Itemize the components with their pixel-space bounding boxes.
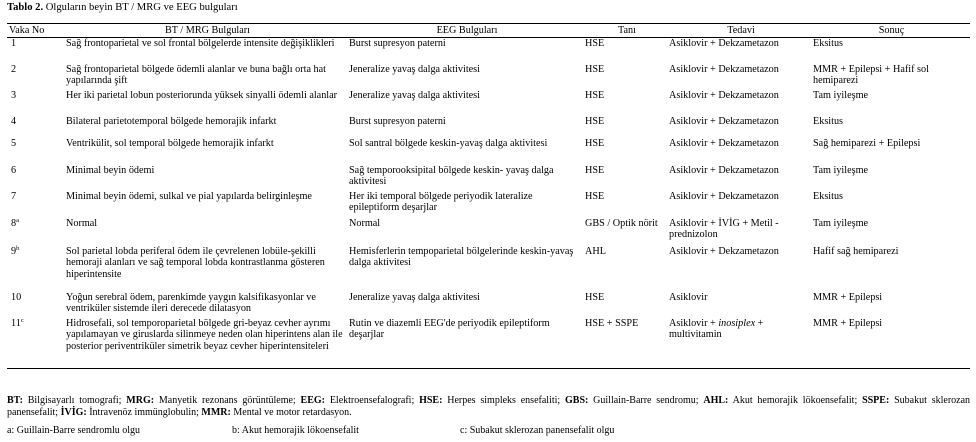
case-number: 10 (11, 291, 22, 303)
cell-eeg: Sağ temporooksipital bölgede keskin- yavaş dalga aktivitesi (349, 164, 554, 188)
treatment-text: Asiklovir + Dekzametazon (669, 245, 779, 257)
cell-eeg: Her iki temporal bölgede periyodik lateralize epileptiform deşarjlar (349, 190, 533, 214)
cell-diagnosis: HSE (585, 291, 605, 303)
cell-diagnosis: HSE (585, 164, 605, 176)
treatment-text: Asiklovir + Dekzametazon (669, 164, 779, 176)
case-number: 7 (11, 190, 17, 202)
header-case-no: Vaka No (9, 25, 45, 36)
header-ct-mri: BT / MRG Bulguları (165, 25, 250, 36)
case-number: 11 (11, 317, 21, 329)
cell-case-no (7, 218, 66, 246)
table-row (7, 38, 970, 64)
cell-eeg: Jeneralize yavaş dalga aktivitesi (349, 291, 480, 303)
treatment-text: Asiklovir + Dekzametazon (669, 63, 779, 75)
cell-treatment (669, 292, 813, 318)
header-outcome: Sonuç (878, 25, 905, 36)
table-title (7, 2, 238, 13)
cell-case-no (7, 38, 66, 64)
cell-treatment (669, 218, 813, 246)
table-header-row (7, 24, 970, 38)
cell-eeg: Burst supresyon paterni (349, 38, 446, 50)
cell-treatment (669, 90, 813, 116)
table-title-text: Olguların beyin BT / MRG ve EEG bulguları (43, 2, 238, 13)
cell-treatment (669, 191, 813, 218)
cell-ct-mri: Sol parietal lobda periferal ödem ile çevrelenen lobüle-şekilli hemoraji alanları ve sağ temporal lobda kontrastlanma gösteren hiperintensite (66, 245, 325, 280)
cell-treatment (669, 116, 813, 138)
cell-ct-mri: Sağ frontoparietal ve sol frontal bölgelerde intensite değişiklikleri (66, 38, 335, 50)
header-treatment: Tedavi (727, 25, 755, 36)
cell-case-no (7, 64, 66, 90)
abbreviation-value: Elektroensefalografi; (325, 395, 420, 406)
cell-case-no (7, 246, 66, 292)
cell-ct-mri: Yoğun serebral ödem, parenkimde yaygın kalsifikasyonlar ve ventriküler sistemde ileri derecede dilatasyon (66, 291, 316, 315)
header-eeg: EEG Bulguları (436, 25, 498, 36)
cell-outcome: Sağ hemiparezi + Epilepsi (813, 137, 921, 149)
table-row (7, 90, 970, 116)
table-body (7, 38, 970, 369)
abbreviation-key: GBS: (565, 395, 589, 406)
cell-outcome: Hafif sağ hemiparezi (813, 245, 899, 257)
cell-outcome: Eksitus (813, 190, 844, 202)
cell-ct-mri: Her iki parietal lobun posteriorunda yüksek sinyalli ödemli alanlar (66, 89, 338, 101)
cell-diagnosis: HSE + SSPE (585, 317, 639, 329)
cell-diagnosis: AHL (585, 245, 606, 257)
case-footnote-mark: a (16, 216, 19, 224)
cell-eeg: Normal (349, 217, 381, 229)
footnote-c: c: Subakut sklerozan panensefalit olgu (460, 425, 615, 436)
cell-treatment (669, 246, 813, 292)
treatment-text: Asiklovir + Dekzametazon (669, 115, 779, 127)
cell-case-no (7, 165, 66, 191)
cell-case-no (7, 90, 66, 116)
table-row (7, 64, 970, 90)
table-row (7, 246, 970, 292)
footnote-b: b: Akut hemorajik lökoensefalit (232, 425, 359, 436)
cell-treatment (669, 38, 813, 64)
cell-outcome: MMR + Epilepsi (813, 291, 883, 303)
case-footnote-mark: b (16, 244, 20, 252)
case-number: 6 (11, 164, 17, 176)
cell-diagnosis: GBS / Optik nörit (585, 217, 658, 229)
abbreviation-key: SSPE: (862, 395, 890, 406)
treatment-text: Asiklovir + Dekzametazon (669, 137, 779, 149)
table-row (7, 292, 970, 318)
cell-ct-mri: Ventrikülit, sol temporal bölgede hemorajik infarkt (66, 137, 274, 149)
treatment-text: Asiklovir + İVİG + Metil - prednizolon (669, 217, 779, 241)
cell-outcome: Tam iyileşme (813, 89, 869, 101)
cell-diagnosis: HSE (585, 190, 605, 202)
case-number: 2 (11, 63, 17, 75)
findings-table (7, 23, 970, 369)
cell-case-no (7, 292, 66, 318)
treatment-text: Asiklovir + Dekzametazon (669, 190, 779, 202)
abbreviation-value: Akut hemorajik lökoensefalit; (728, 395, 863, 406)
abbreviation-key: BT: (7, 395, 23, 406)
abbreviation-value: Mental ve motor retardasyon. (230, 406, 352, 418)
cell-diagnosis: HSE (585, 115, 605, 127)
cell-treatment (669, 138, 813, 165)
cell-ct-mri: Normal (66, 217, 98, 229)
cell-treatment (669, 318, 813, 369)
abbreviation-key: İVİG: (60, 406, 87, 418)
abbreviation-value: Bilgisayarlı tomografi; (22, 395, 127, 406)
case-number: 1 (11, 38, 17, 50)
abbreviation-key: MRG: (126, 395, 155, 406)
cell-treatment (669, 64, 813, 90)
cell-diagnosis: HSE (585, 38, 605, 50)
abbreviation-key: AHL: (703, 395, 729, 406)
table-row (7, 138, 970, 165)
footnote-a: a: Guillain-Barre sendromlu olgu (7, 425, 141, 436)
cell-ct-mri: Minimal beyin ödemi (66, 164, 155, 176)
treatment-text: Asiklovir + (669, 317, 719, 329)
cell-case-no (7, 191, 66, 218)
case-number: 9 (11, 245, 17, 257)
cell-eeg: Burst supresyon paterni (349, 115, 446, 127)
cell-ct-mri: Minimal beyin ödemi, sulkal ve pial yapılarda belirginleşme (66, 190, 312, 202)
treatment-text: Asiklovir + Dekzametazon (669, 89, 779, 101)
table-title-number: Tablo 2. (7, 2, 44, 13)
cell-ct-mri: Bilateral parietotemporal bölgede hemorajik infarkt (66, 115, 277, 127)
case-footnote-mark: c (20, 316, 24, 324)
cell-diagnosis: HSE (585, 137, 605, 149)
cell-ct-mri: Sağ frontoparietal bölgede ödemli alanlar ve buna bağlı orta hat yapılarında şift (66, 63, 326, 87)
cell-outcome: Tam iyileşme (813, 217, 869, 229)
cell-ct-mri: Hidrosefali, sol temporoparietal bölgede gri-beyaz cevher ayrımı yapılamayan ve giruslarda silinmeye neden olan hiperintens alan ile posterior periventriküler simetrik beyaz cevher hiperintensiteleri (66, 317, 343, 352)
treatment-tail: + multivitamin (669, 317, 764, 341)
header-diagnosis: Tanı (618, 25, 636, 36)
cell-diagnosis: HSE (585, 63, 605, 75)
treatment-text: Asiklovir (669, 291, 708, 303)
cell-outcome: Eksitus (813, 115, 844, 127)
abbreviation-key: MMR: (201, 406, 231, 418)
cell-outcome: MMR + Epilepsi (813, 317, 883, 329)
cell-eeg: Jeneralize yavaş dalga aktivitesi (349, 63, 480, 75)
cell-case-no (7, 318, 66, 369)
abbreviation-key: HSE: (419, 395, 443, 406)
table-row (7, 318, 970, 369)
case-number: 3 (11, 89, 17, 101)
cell-eeg: Hemisferlerin tempoparietal bölgelerinde keskin-yavaş dalga aktivitesi (349, 245, 574, 269)
abbreviations-note (7, 395, 970, 418)
cell-treatment (669, 165, 813, 191)
cell-case-no (7, 116, 66, 138)
abbreviation-value: Herpes simpleks ensefaliti; (442, 395, 565, 406)
cell-eeg: Sol santral bölgede keskin-yavaş dalga aktivitesi (349, 137, 548, 149)
abbreviation-key: EEG: (300, 395, 325, 406)
table-row (7, 116, 970, 138)
case-number: 4 (11, 115, 17, 127)
table-row (7, 218, 970, 246)
case-number: 5 (11, 137, 17, 149)
cell-case-no (7, 138, 66, 165)
treatment-text: Asiklovir + Dekzametazon (669, 38, 779, 50)
cell-eeg: Jeneralize yavaş dalga aktivitesi (349, 89, 480, 101)
cell-outcome: Tam iyileşme (813, 164, 869, 176)
abbreviation-value: Guillain-Barre sendromu; (588, 395, 704, 406)
cell-eeg: Rutin ve diazemli EEG'de periyodik epileptiform deşarjlar (349, 317, 550, 341)
table-row (7, 191, 970, 218)
abbreviation-value: İntravenöz immünglobulin; (86, 406, 202, 418)
abbreviation-value: Manyetik rezonans görüntüleme; (154, 395, 301, 406)
abbreviation-value: Subakut sklerozan panensefalit; (7, 395, 971, 418)
case-number: 8 (11, 217, 17, 229)
treatment-italic: inosiplex (718, 317, 756, 329)
cell-diagnosis: HSE (585, 89, 605, 101)
cell-outcome: Eksitus (813, 38, 844, 50)
table-row (7, 165, 970, 191)
cell-outcome: MMR + Epilepsi + Hafif sol hemiparezi (813, 63, 929, 87)
